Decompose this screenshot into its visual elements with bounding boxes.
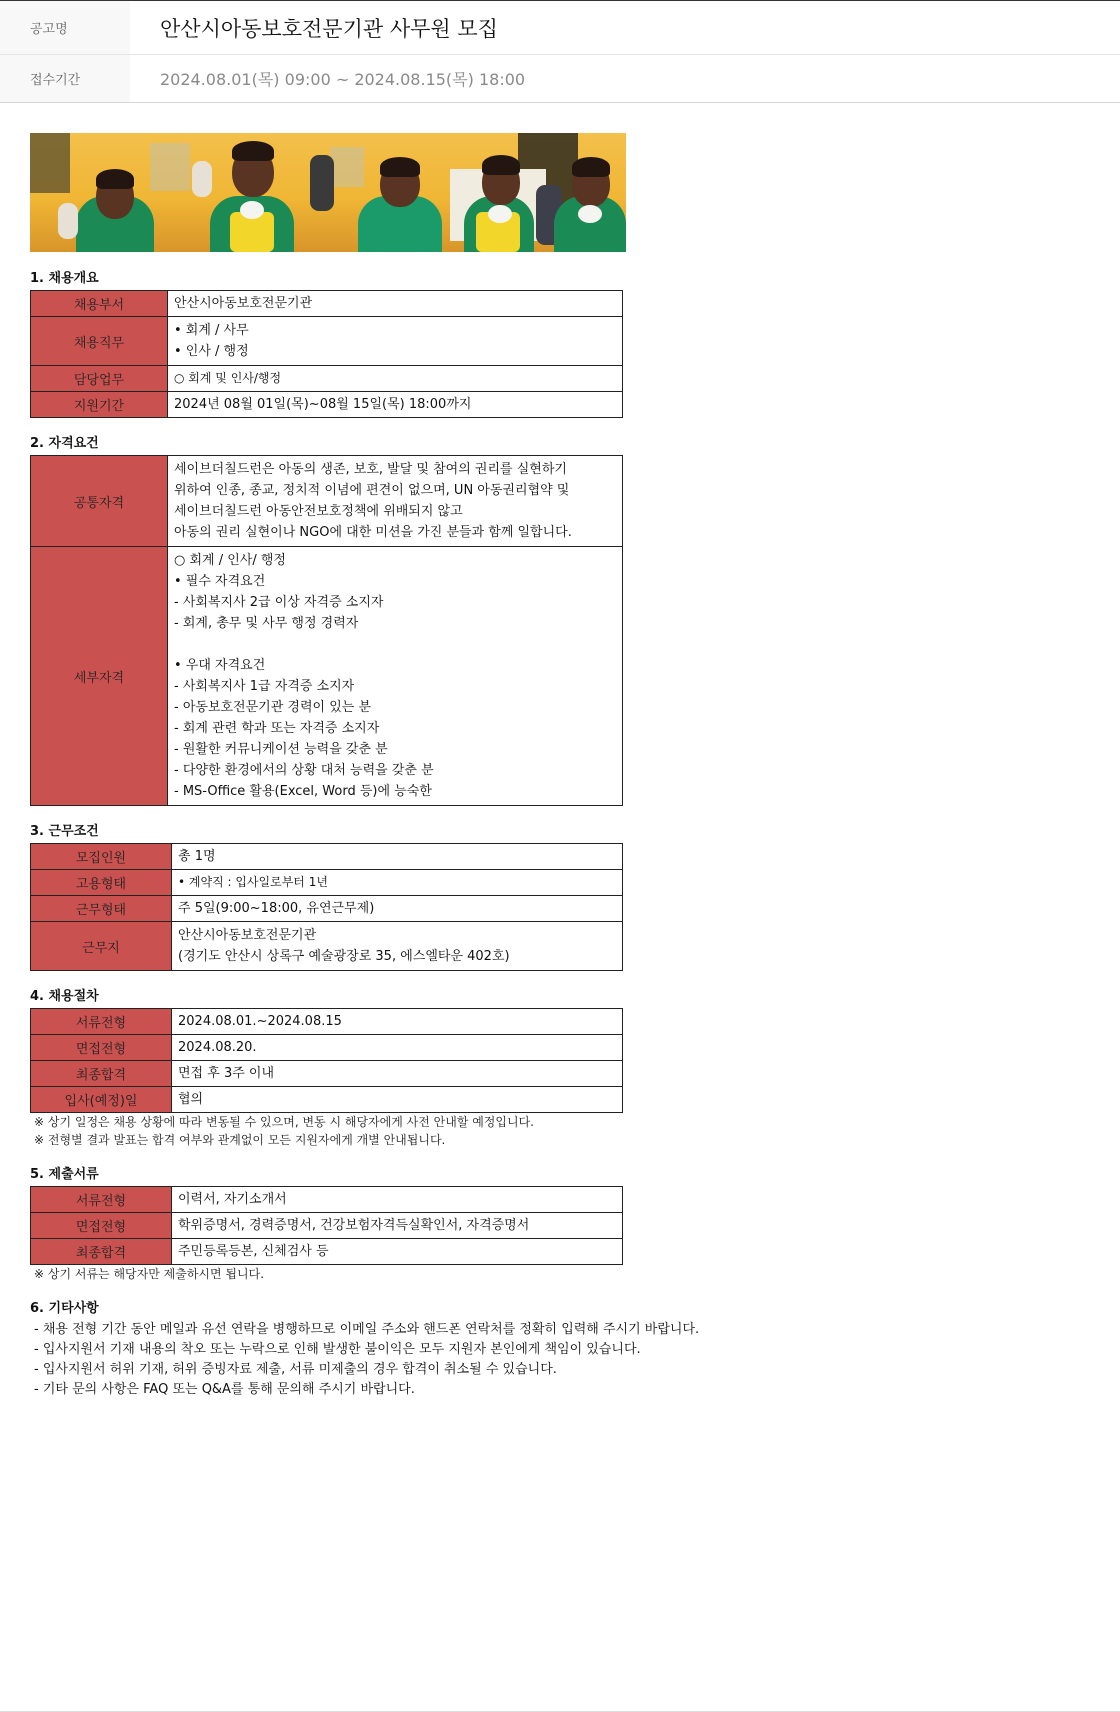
detail-line: • 필수 자격요건 — [174, 574, 266, 589]
table-key: 서류전형 — [31, 1187, 172, 1213]
detail-line — [174, 634, 616, 655]
table-row — [31, 456, 623, 547]
misc-line: - 입사지원서 허위 기재, 허위 증빙자료 제출, 서류 미제출의 경우 합격이 취소될 수 있습니다. — [34, 1362, 557, 1377]
table-value — [168, 547, 623, 806]
result-note: ※ 전형별 결과 발표는 합격 여부와 관계없이 모든 지원자에게 개별 안내됩니다. — [34, 1133, 446, 1147]
table-value: 2024.08.01.~2024.08.15 — [172, 1009, 623, 1035]
table-key: 근무지 — [31, 922, 172, 971]
place-line: (경기도 안산시 상록구 예술광장로 35, 에스엘타운 402호) — [178, 949, 510, 964]
detail-line: - 사회복지사 2급 이상 자격증 소지자 — [174, 595, 384, 610]
posting-content — [30, 133, 1090, 1400]
application-period: 2024.08.01(목) 09:00 ~ 2024.08.15(목) 18:00 — [160, 70, 526, 89]
table-key: 공통자격 — [31, 456, 168, 547]
table-row — [31, 870, 623, 896]
job-line: • 회계 / 사무 — [174, 323, 249, 338]
table-key: 최종합격 — [31, 1061, 172, 1087]
schedule-note: ※ 상기 일정은 채용 상황에 따라 변동될 수 있으며, 변동 시 해당자에게 사전 안내할 예정입니다. — [34, 1115, 534, 1129]
working-conditions-table — [30, 843, 623, 971]
banner-image — [30, 133, 626, 252]
table-value: 2024.08.20. — [172, 1035, 623, 1061]
posting-title-label: 공고명 — [0, 1, 130, 54]
table-key: 면접전형 — [31, 1213, 172, 1239]
table-key: 모집인원 — [31, 844, 172, 870]
table-row — [31, 1213, 623, 1239]
section-misc-title: 6. 기타사항 — [30, 1301, 99, 1316]
table-row — [31, 896, 623, 922]
application-period-row — [0, 55, 1120, 103]
table-key: 서류전형 — [31, 1009, 172, 1035]
common-line: 아동의 권리 실현이나 NGO에 대한 미션을 가진 분들과 함께 일합니다. — [174, 525, 572, 540]
table-value: 총 1명 — [172, 844, 623, 870]
table-value: 학위증명서, 경력증명서, 건강보험자격득실확인서, 자격증명서 — [172, 1213, 623, 1239]
detail-line: - 아동보호전문기관 경력이 있는 분 — [174, 700, 372, 715]
documents-table — [30, 1186, 623, 1265]
table-value: 안산시아동보호전문기관 — [168, 291, 623, 317]
table-value: 협의 — [172, 1087, 623, 1113]
table-key: 채용부서 — [31, 291, 168, 317]
table-value: 이력서, 자기소개서 — [172, 1187, 623, 1213]
table-value — [172, 922, 623, 971]
table-value: ○ 회계 및 인사/행정 — [168, 366, 623, 392]
table-key: 고용형태 — [31, 870, 172, 896]
table-row — [31, 844, 623, 870]
section-working-conditions-title: 3. 근무조건 — [30, 824, 99, 839]
table-key: 세부자격 — [31, 547, 168, 806]
section-hiring-overview-title: 1. 채용개요 — [30, 271, 99, 286]
table-value — [168, 456, 623, 547]
table-row — [31, 317, 623, 366]
table-value: • 계약직 : 입사일로부터 1년 — [172, 870, 623, 896]
table-row — [31, 392, 623, 418]
table-row — [31, 366, 623, 392]
place-line: 안산시아동보호전문기관 — [178, 928, 317, 943]
table-row — [31, 1187, 623, 1213]
posting-meta — [0, 1, 1120, 103]
hiring-overview-table — [30, 290, 623, 418]
table-key: 최종합격 — [31, 1239, 172, 1265]
table-row — [31, 547, 623, 806]
common-line: 세이브더칠드런은 아동의 생존, 보호, 발달 및 참여의 권리를 실현하기 — [174, 462, 567, 477]
table-row — [31, 291, 623, 317]
table-row — [31, 1239, 623, 1265]
table-row — [31, 1061, 623, 1087]
table-row — [31, 1087, 623, 1113]
table-key: 근무형태 — [31, 896, 172, 922]
misc-line: - 입사지원서 기재 내용의 착오 또는 누락으로 인해 발생한 불이익은 모두 지원자 본인에게 책임이 있습니다. — [34, 1342, 641, 1357]
detail-line: - 회계 관련 학과 또는 자격증 소지자 — [174, 721, 380, 736]
section-hiring-process-title: 4. 채용절차 — [30, 989, 99, 1004]
detail-line: ○ 회계 / 인사/ 행정 — [174, 553, 286, 568]
table-key: 입사(예정)일 — [31, 1087, 172, 1113]
detail-line: - MS-Office 활용(Excel, Word 등)에 능숙한 — [174, 784, 432, 799]
table-key: 담당업무 — [31, 366, 168, 392]
section-qualifications-title: 2. 자격요건 — [30, 436, 99, 451]
common-line: 세이브더칠드런 아동안전보호정책에 위배되지 않고 — [174, 504, 463, 519]
table-key: 면접전형 — [31, 1035, 172, 1061]
table-value: 주민등록등본, 신체검사 등 — [172, 1239, 623, 1265]
posting-title: 안산시아동보호전문기관 사무원 모집 — [160, 16, 498, 41]
job-line: • 인사 / 행정 — [174, 344, 249, 359]
table-row — [31, 1035, 623, 1061]
misc-line: - 기타 문의 사항은 FAQ 또는 Q&A를 통해 문의해 주시기 바랍니다. — [34, 1382, 415, 1397]
common-line: 위하여 인종, 종교, 정치적 이념에 편견이 없으며, UN 아동권리협약 및 — [174, 483, 570, 498]
documents-note: ※ 상기 서류는 해당자만 제출하시면 됩니다. — [34, 1267, 265, 1281]
application-period-label: 접수기간 — [0, 55, 130, 102]
hiring-process-table — [30, 1008, 623, 1113]
table-key: 지원기간 — [31, 392, 168, 418]
detail-line: - 원활한 커뮤니케이션 능력을 갖춘 분 — [174, 742, 388, 757]
qualifications-table — [30, 455, 623, 806]
misc-line: - 채용 전형 기간 동안 메일과 유선 연락을 병행하므로 이메일 주소와 핸드폰 연락처를 정확히 입력해 주시기 바랍니다. — [34, 1322, 700, 1337]
detail-line: - 사회복지사 1급 자격증 소지자 — [174, 679, 355, 694]
table-value — [168, 317, 623, 366]
table-value: 면접 후 3주 이내 — [172, 1061, 623, 1087]
detail-line: • 우대 자격요건 — [174, 658, 266, 673]
table-row — [31, 1009, 623, 1035]
section-documents-title: 5. 제출서류 — [30, 1167, 99, 1182]
table-key: 채용직무 — [31, 317, 168, 366]
table-row — [31, 922, 623, 971]
table-value: 2024년 08월 01일(목)~08월 15일(목) 18:00까지 — [168, 392, 623, 418]
detail-line: - 회계, 총무 및 사무 행정 경력자 — [174, 616, 359, 631]
posting-title-row — [0, 1, 1120, 55]
detail-line: - 다양한 환경에서의 상황 대처 능력을 갖춘 분 — [174, 763, 434, 778]
table-value: 주 5일(9:00~18:00, 유연근무제) — [172, 896, 623, 922]
